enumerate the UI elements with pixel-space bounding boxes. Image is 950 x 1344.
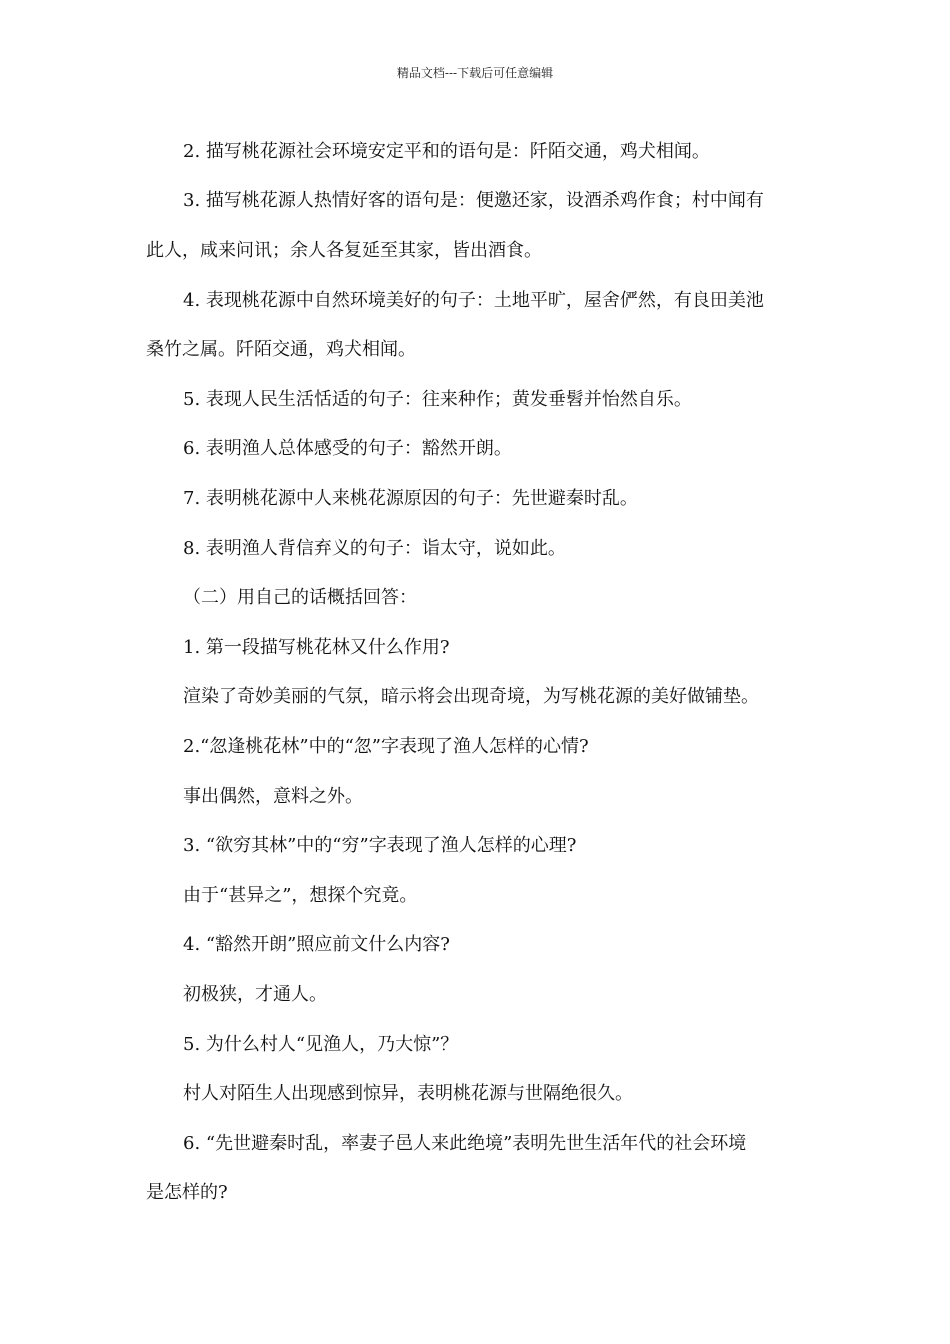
- question: 4. “豁然开朗”照应前文什么内容?: [183, 934, 450, 955]
- paragraph-line: 4. 表现桃花源中自然环境美好的句子：土地平旷，屋舍俨然，有良田美池: [183, 290, 764, 311]
- paragraph-line: 2. 描写桃花源社会环境安定平和的语句是：阡陌交通，鸡犬相闻。: [183, 141, 710, 162]
- question: 1. 第一段描写桃花林又什么作用?: [183, 637, 450, 658]
- answer: 事出偶然，意料之外。: [183, 786, 363, 807]
- answer: 村人对陌生人出现感到惊异，表明桃花源与世隔绝很久。: [183, 1083, 633, 1104]
- question: 3. “欲穷其林”中的“穷”字表现了渔人怎样的心理?: [183, 835, 577, 856]
- question: 5. 为什么村人“见渔人，乃大惊”？: [183, 1034, 459, 1055]
- section-heading: （二）用自己的话概括回答：: [183, 587, 417, 608]
- paragraph-line: 8. 表明渔人背信弃义的句子：诣太守，说如此。: [183, 538, 566, 559]
- paragraph-line: 3. 描写桃花源人热情好客的语句是：便邀还家，设酒杀鸡作食；村中闻有: [183, 190, 764, 211]
- answer: 渲染了奇妙美丽的气氛，暗示将会出现奇境，为写桃花源的美好做铺垫。: [183, 686, 759, 707]
- answer: 由于“甚异之”，想探个究竟。: [183, 885, 418, 906]
- paragraph-line: 6. 表明渔人总体感受的句子：豁然开朗。: [183, 438, 512, 459]
- paragraph-line: 5. 表现人民生活恬适的句子：往来种作；黄发垂髫并怡然自乐。: [183, 389, 692, 410]
- page-header: 精品文档---下载后可任意编辑: [396, 66, 554, 80]
- question: 2.“忽逢桃花林”中的“忽”字表现了渔人怎样的心情?: [183, 736, 589, 757]
- paragraph-line: 桑竹之属。阡陌交通，鸡犬相闻。: [146, 339, 416, 360]
- paragraph-line: 7. 表明桃花源中人来桃花源原因的句子：先世避秦时乱。: [183, 488, 638, 509]
- paragraph-line: 此人，咸来问讯；余人各复延至其家，皆出酒食。: [146, 240, 542, 261]
- question: 是怎样的?: [146, 1182, 228, 1203]
- question: 6. “先世避秦时乱，率妻子邑人来此绝境”表明先世生活年代的社会环境: [183, 1133, 747, 1154]
- answer: 初极狭，才通人。: [183, 984, 327, 1005]
